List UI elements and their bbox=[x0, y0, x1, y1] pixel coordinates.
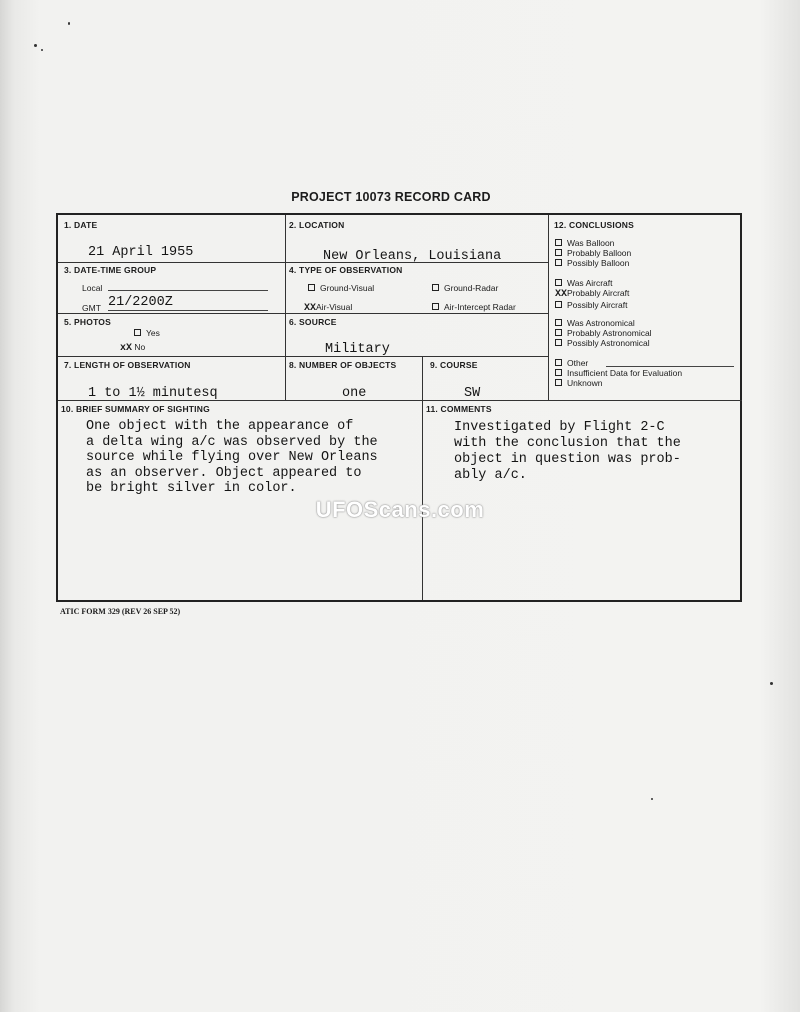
possibly-aircraft-text: Possibly Aircraft bbox=[567, 300, 628, 310]
dust-speck bbox=[34, 44, 37, 47]
local-label: Local bbox=[82, 283, 103, 293]
course-label: 9. COURSE bbox=[430, 360, 478, 370]
column-divider bbox=[422, 356, 423, 600]
probably-balloon-option bbox=[555, 248, 631, 258]
length-label: 7. LENGTH OF OBSERVATION bbox=[64, 360, 191, 370]
air-visual-option bbox=[304, 302, 352, 314]
ground-visual-text: Ground-Visual bbox=[320, 283, 375, 293]
gmt-value: 21/2200Z bbox=[108, 295, 173, 310]
possibly-astronomical-text: Possibly Astronomical bbox=[567, 338, 650, 348]
other-underline bbox=[606, 366, 734, 367]
air-intercept-option bbox=[432, 302, 516, 312]
possibly-balloon-option bbox=[555, 258, 631, 268]
air-intercept-text: Air-Intercept Radar bbox=[444, 302, 516, 312]
comment-line: object in question was prob- bbox=[454, 452, 681, 467]
checkbox-icon bbox=[432, 303, 439, 310]
location-value: New Orleans, Louisiana bbox=[323, 249, 502, 264]
checkbox-icon bbox=[555, 379, 562, 386]
dust-speck bbox=[68, 22, 70, 25]
type-obs-label: 4. TYPE OF OBSERVATION bbox=[289, 265, 403, 275]
date-label: 1. DATE bbox=[64, 220, 98, 230]
unknown-option bbox=[555, 378, 682, 388]
checkbox-icon bbox=[555, 249, 562, 256]
comments-text bbox=[454, 420, 681, 484]
conclusions-other-group bbox=[555, 358, 682, 388]
checkbox-icon bbox=[555, 279, 562, 286]
was-aircraft-option bbox=[555, 278, 629, 288]
checkbox-icon bbox=[555, 329, 562, 336]
local-underline bbox=[108, 290, 268, 291]
record-card-title: PROJECT 10073 RECORD CARD bbox=[291, 190, 491, 204]
column-divider bbox=[285, 215, 286, 400]
record-card bbox=[56, 213, 742, 602]
location-label: 2. LOCATION bbox=[289, 220, 345, 230]
num-objects-label: 8. NUMBER OF OBJECTS bbox=[289, 360, 397, 370]
summary-line: as an observer. Object appeared to bbox=[86, 465, 362, 481]
checkbox-icon bbox=[555, 369, 562, 376]
ground-radar-option bbox=[432, 283, 498, 293]
checkbox-icon bbox=[555, 239, 562, 246]
comment-line: ably a/c. bbox=[454, 468, 527, 483]
conclusions-astronomical-group bbox=[555, 318, 652, 348]
course-value: SW bbox=[464, 386, 481, 401]
summary-line: One object with the appearance of bbox=[86, 419, 354, 434]
was-aircraft-text: Was Aircraft bbox=[567, 278, 613, 288]
row-divider bbox=[58, 313, 548, 314]
gmt-underline bbox=[108, 310, 268, 311]
probably-aircraft-text: Probably Aircraft bbox=[567, 288, 630, 298]
conclusions-balloon-group bbox=[555, 238, 631, 268]
dtg-label: 3. DATE-TIME GROUP bbox=[64, 265, 157, 275]
probably-astronomical-option bbox=[555, 328, 652, 338]
photos-yes-text: Yes bbox=[146, 328, 160, 338]
row-divider bbox=[58, 356, 548, 357]
possibly-aircraft-option bbox=[555, 300, 629, 310]
summary-line: be bright silver in color. bbox=[86, 481, 297, 496]
photos-no-option bbox=[120, 342, 145, 354]
dust-speck bbox=[770, 682, 773, 685]
was-balloon-option bbox=[555, 238, 631, 248]
ground-visual-option bbox=[308, 283, 374, 293]
conclusions-aircraft-group bbox=[555, 278, 629, 310]
conclusions-label: 12. CONCLUSIONS bbox=[554, 220, 634, 230]
checkmark-x-icon: XX bbox=[304, 303, 317, 314]
summary-text bbox=[86, 419, 378, 497]
other-text: Other bbox=[567, 358, 589, 368]
probably-aircraft-option bbox=[555, 288, 629, 300]
possibly-balloon-text: Possibly Balloon bbox=[567, 258, 630, 268]
form-number: ATIC FORM 329 (REV 26 SEP 52) bbox=[60, 607, 181, 616]
was-astronomical-text: Was Astronomical bbox=[567, 318, 635, 328]
comments-label: 11. COMMENTS bbox=[426, 404, 492, 414]
air-visual-text: Air-Visual bbox=[316, 302, 353, 312]
checkbox-icon bbox=[432, 284, 439, 291]
was-astronomical-option bbox=[555, 318, 652, 328]
summary-label: 10. BRIEF SUMMARY OF SIGHTING bbox=[61, 404, 210, 414]
checkbox-icon bbox=[555, 339, 562, 346]
possibly-astronomical-option bbox=[555, 338, 652, 348]
probably-astronomical-text: Probably Astronomical bbox=[567, 328, 652, 338]
dust-speck bbox=[41, 49, 43, 51]
checkbox-icon bbox=[134, 329, 141, 336]
probably-balloon-text: Probably Balloon bbox=[567, 248, 632, 258]
checkbox-icon bbox=[555, 319, 562, 326]
summary-line: a delta wing a/c was observed by the bbox=[86, 434, 378, 450]
checkmark-x-icon: xX bbox=[120, 343, 133, 354]
photos-no-text: No bbox=[134, 342, 146, 352]
checkbox-icon bbox=[555, 259, 562, 266]
summary-line: source while flying over New Orleans bbox=[86, 450, 378, 465]
length-value: 1 to 1½ minutesq bbox=[88, 386, 218, 401]
checkmark-x-icon: XX bbox=[555, 289, 568, 300]
gmt-label: GMT bbox=[82, 303, 101, 313]
photos-yes-option bbox=[134, 328, 160, 338]
date-value: 21 April 1955 bbox=[88, 245, 194, 260]
insufficient-option bbox=[555, 368, 682, 378]
checkbox-icon bbox=[555, 301, 562, 308]
num-objects-value: one bbox=[342, 386, 367, 401]
photos-label: 5. PHOTOS bbox=[64, 317, 111, 327]
unknown-text: Unknown bbox=[567, 378, 603, 388]
source-value: Military bbox=[325, 342, 390, 357]
watermark-text: UFOScans.com bbox=[315, 497, 485, 522]
insufficient-text: Insufficient Data for Evaluation bbox=[567, 368, 683, 378]
checkbox-icon bbox=[308, 284, 315, 291]
column-divider bbox=[548, 215, 549, 400]
dust-speck bbox=[651, 798, 653, 800]
comment-line: with the conclusion that the bbox=[454, 436, 681, 451]
source-label: 6. SOURCE bbox=[289, 317, 337, 327]
checkbox-icon bbox=[555, 359, 562, 366]
ground-radar-text: Ground-Radar bbox=[444, 283, 499, 293]
was-balloon-text: Was Balloon bbox=[567, 238, 615, 248]
comment-line: Investigated by Flight 2-C bbox=[454, 420, 665, 435]
